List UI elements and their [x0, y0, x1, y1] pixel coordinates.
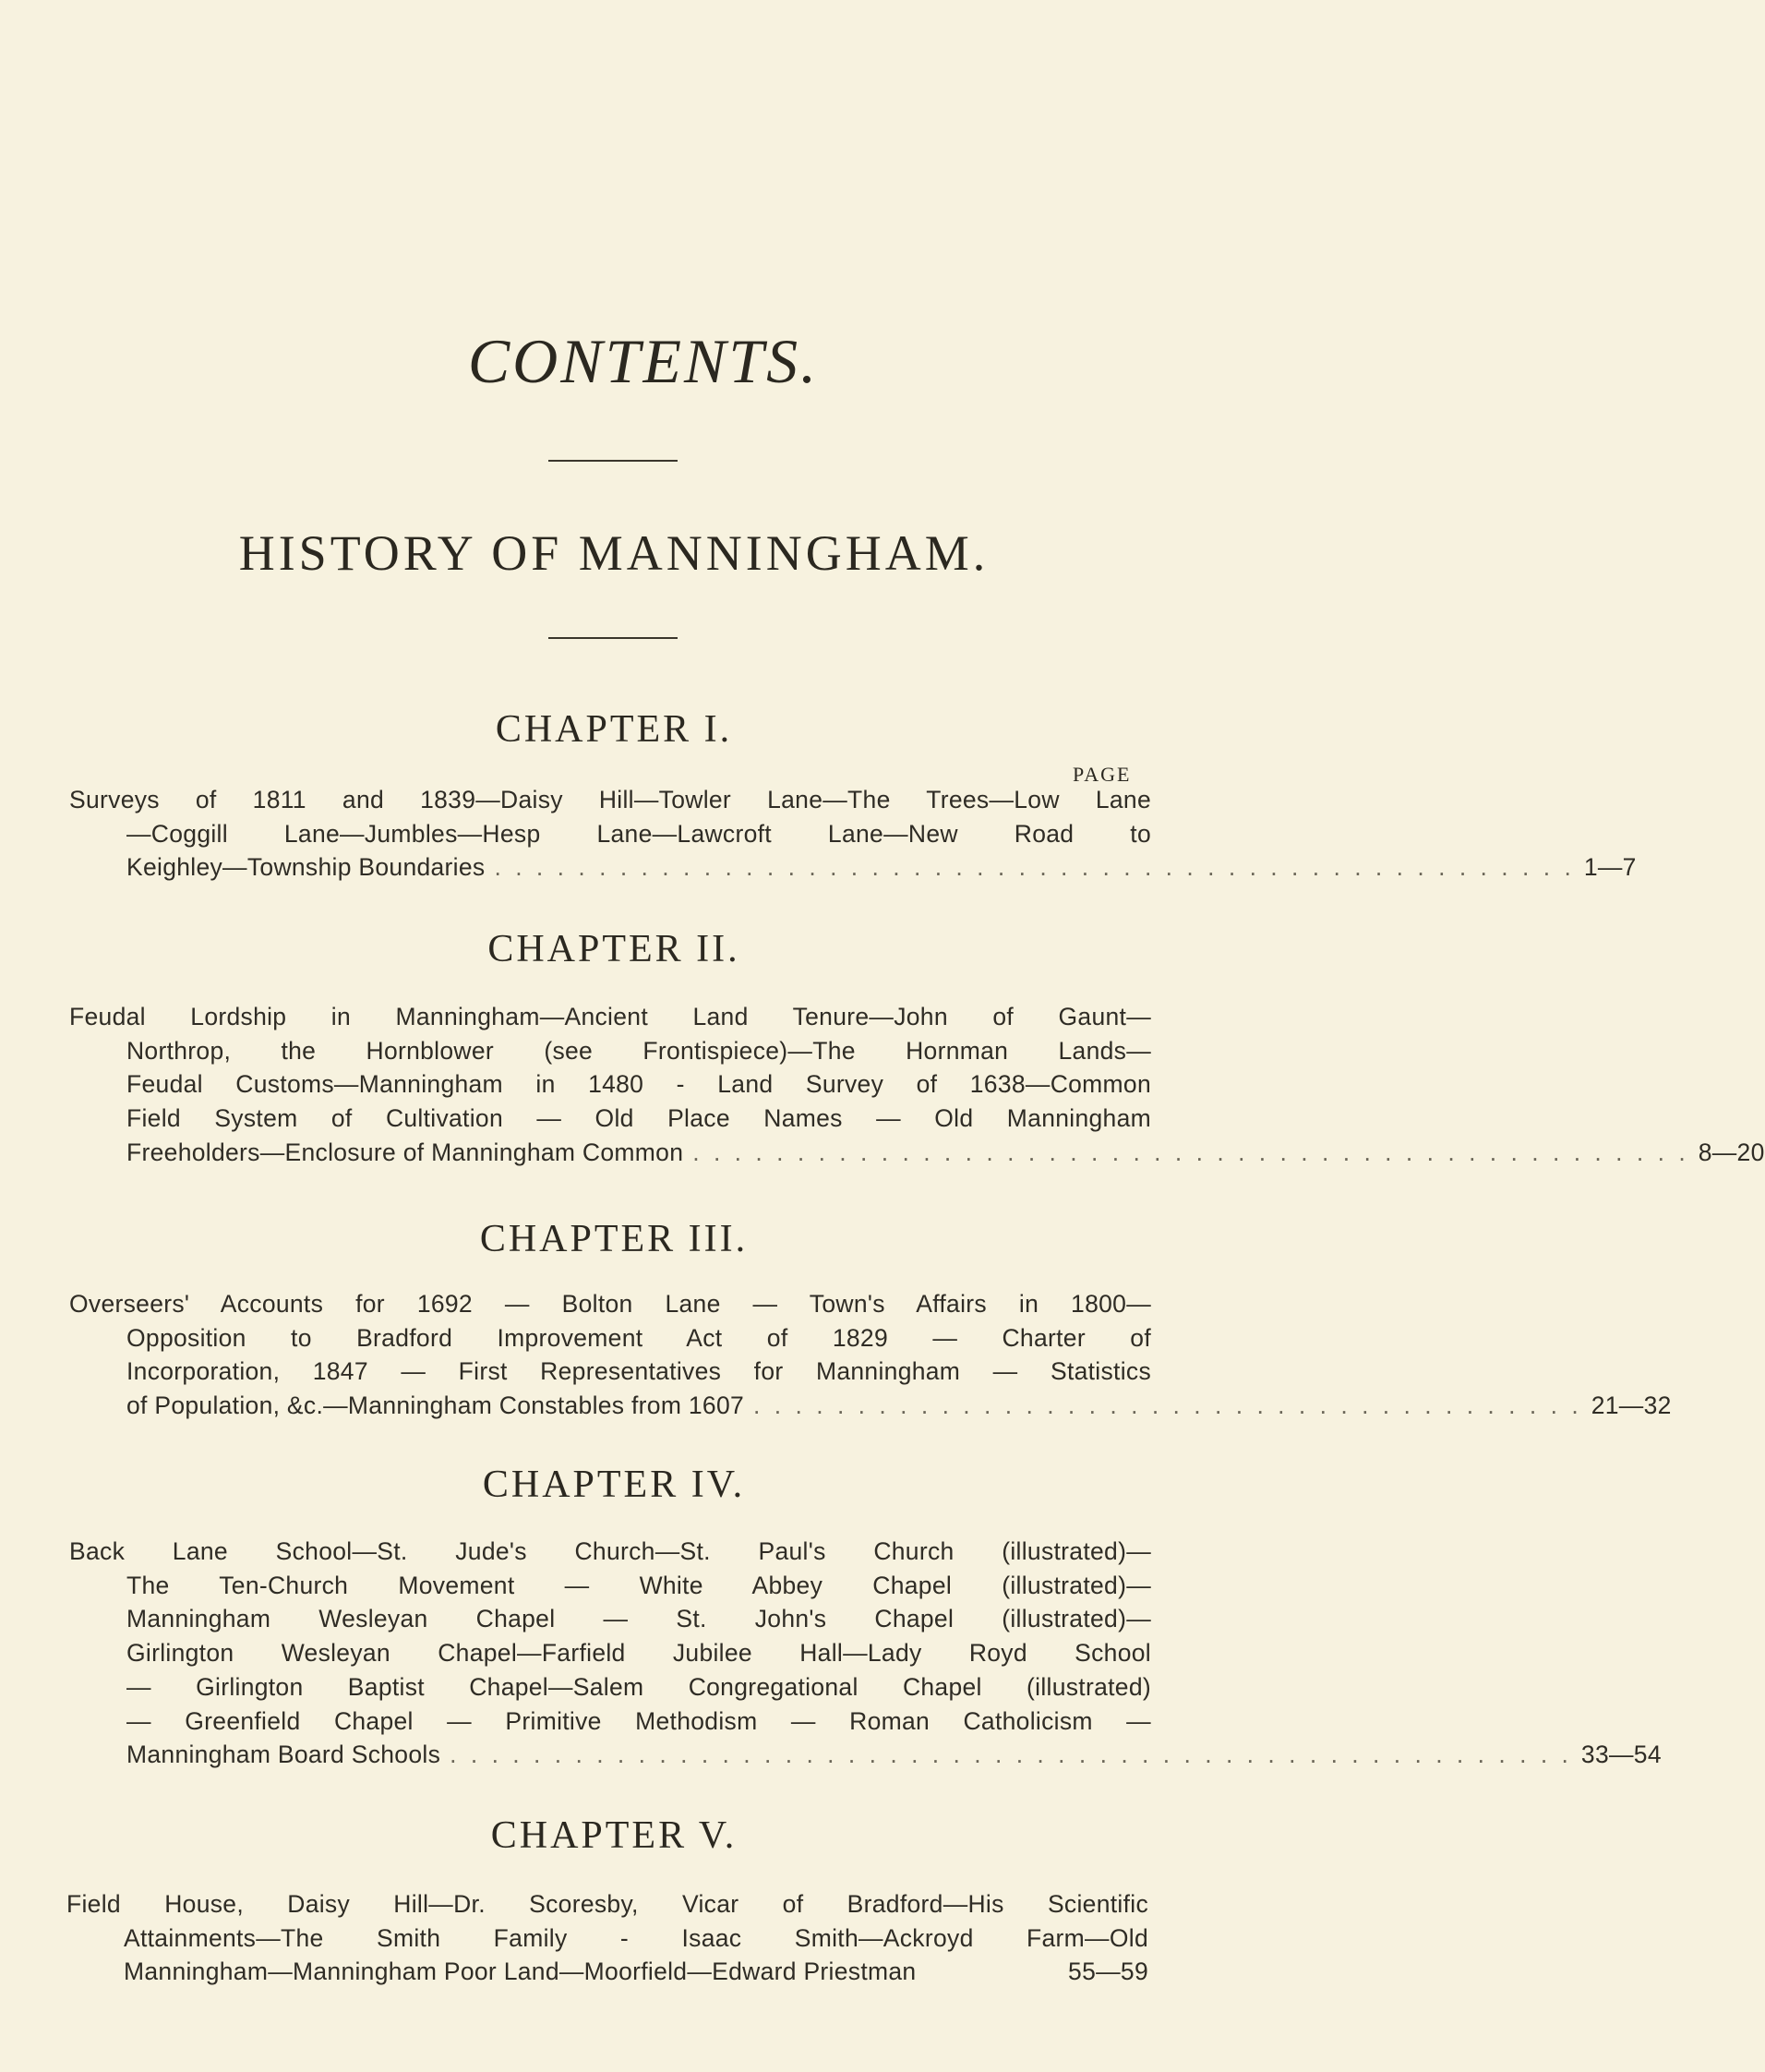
- summary-last-line: [69, 1136, 1765, 1170]
- contents-title: CONTENTS.: [467, 326, 820, 396]
- chapter-3-summary: [69, 1287, 1672, 1423]
- dot-leader: . . . . . . . . . . . . . . . . . . . . . . . . . . . . . . . . . . . . . . . . . . . . . . . . . . . . . .: [450, 1741, 1572, 1769]
- divider-rule: [548, 637, 678, 639]
- summary-line: Incorporation, 1847 — First Representatives for Manningham — Statistics: [126, 1357, 1151, 1386]
- chapter-heading: CHAPTER IV.: [482, 1464, 746, 1506]
- summary-line: Opposition to Bradford Improvement Act of 1829 — Charter of: [126, 1323, 1151, 1352]
- summary-line: Feudal Lordship in Manningham—Ancient Land Tenure—John of Gaunt—: [69, 1003, 1151, 1030]
- summary-line-text: Manningham Board Schools: [126, 1741, 441, 1769]
- book-title: HISTORY OF MANNINGHAM.: [238, 525, 990, 581]
- dot-leader: . . . . . . . . . . . . . . . . . . . . . . . . . . . . . . . . . . . . . . . . . . . . . . . .: [692, 1138, 1689, 1166]
- summary-line: —Coggill Lane—Jumbles—Hesp Lane—Lawcroft Lane—New Road to: [126, 819, 1151, 848]
- summary-last-line: [66, 1955, 1148, 1989]
- chapter-5-summary: [66, 1887, 1148, 1989]
- chapter-heading: CHAPTER V.: [490, 1814, 738, 1857]
- summary-line: Field System of Cultivation — Old Place Names — Old Manningham: [126, 1104, 1151, 1133]
- page-range: 33—54: [1580, 1741, 1662, 1769]
- divider-rule: [548, 460, 678, 462]
- summary-line: Field House, Daisy Hill—Dr. Scoresby, Vicar of Bradford—His Scientific: [66, 1890, 1148, 1918]
- page-range: 55—59: [1068, 1958, 1148, 1986]
- summary-last-line: [69, 1389, 1672, 1423]
- chapter-heading: CHAPTER III.: [479, 1218, 749, 1260]
- summary-line-text: Freeholders—Enclosure of Manningham Common: [126, 1138, 684, 1166]
- page-range: 21—32: [1591, 1391, 1672, 1420]
- summary-line: Surveys of 1811 and 1839—Daisy Hill—Towler Lane—The Trees—Low Lane: [69, 786, 1151, 813]
- page-column-label: PAGE: [1073, 763, 1132, 786]
- summary-line: — Girlington Baptist Chapel—Salem Congregational Chapel (illustrated): [126, 1672, 1151, 1701]
- summary-line: Northrop, the Hornblower (see Frontispiece)—The Hornman Lands—: [126, 1036, 1151, 1065]
- summary-line-text: Keighley—Township Boundaries: [126, 853, 486, 882]
- summary-line: Back Lane School—St. Jude's Church—St. Paul's Church (illustrated)—: [69, 1537, 1151, 1565]
- summary-line: Girlington Wesleyan Chapel—Farfield Jubilee Hall—Lady Royd School: [126, 1639, 1151, 1668]
- dot-leader: . . . . . . . . . . . . . . . . . . . . . . . . . . . . . . . . . . . . . . . . . . . . . . . . . . . .: [494, 853, 1575, 882]
- dot-leader: . . . . . . . . . . . . . . . . . . . . . . . . . . . . . . . . . . . . . . . .: [753, 1391, 1582, 1420]
- summary-line: Attainments—The Smith Family - Isaac Smith—Ackroyd Farm—Old: [124, 1923, 1148, 1952]
- summary-line: The Ten-Church Movement — White Abbey Chapel (illustrated)—: [126, 1571, 1151, 1599]
- chapter-1-summary: [69, 783, 1637, 885]
- chapter-heading: CHAPTER I.: [495, 708, 733, 751]
- summary-last-line: [69, 1738, 1662, 1772]
- page-range: 1—7: [1583, 853, 1637, 882]
- summary-line-text: Manningham—Manningham Poor Land—Moorfield—Edward Priestman: [124, 1958, 917, 1986]
- summary-line: Feudal Customs—Manningham in 1480 - Land Survey of 1638—Common: [126, 1070, 1151, 1099]
- summary-line: — Greenfield Chapel — Primitive Methodism — Roman Catholicism —: [126, 1706, 1151, 1735]
- summary-line: Manningham Wesleyan Chapel — St. John's Chapel (illustrated)—: [126, 1605, 1151, 1633]
- summary-line-text: of Population, &c.—Manningham Constables from 1607: [126, 1391, 745, 1420]
- chapter-4-summary: [69, 1535, 1662, 1772]
- summary-line: Overseers' Accounts for 1692 — Bolton Lane — Town's Affairs in 1800—: [69, 1290, 1151, 1318]
- page-range: 8—20: [1698, 1138, 1765, 1166]
- chapter-2-summary: [69, 1000, 1765, 1170]
- summary-last-line: [69, 850, 1637, 885]
- chapter-heading: CHAPTER II.: [487, 928, 740, 970]
